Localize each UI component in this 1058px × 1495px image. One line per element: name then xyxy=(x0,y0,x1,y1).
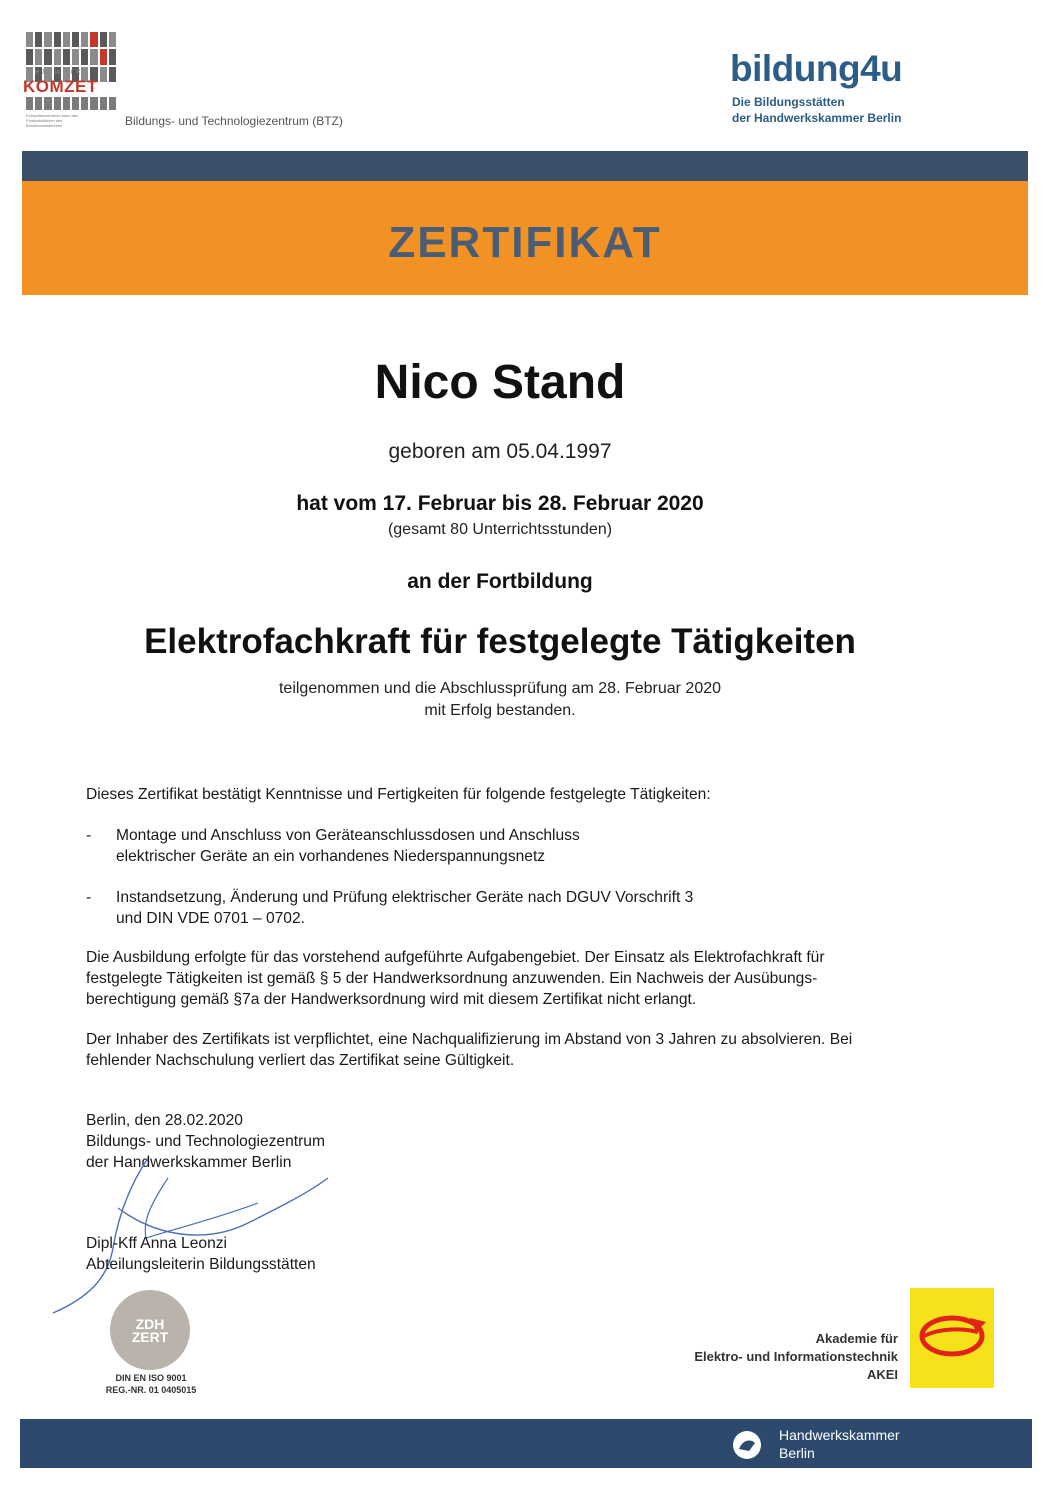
signer-name: Dipl-Kff Anna Leonzi xyxy=(86,1235,228,1252)
list-bullet: - xyxy=(86,889,92,906)
recipient-name: Nico Stand xyxy=(374,356,626,409)
course-period: hat vom 17. Februar bis 28. Februar 2020 xyxy=(296,492,704,515)
list-item xyxy=(116,887,836,929)
komzet-network-label: Netzwerk xyxy=(26,67,84,76)
akei-logo xyxy=(910,1288,994,1388)
issuing-org-line-1: Bildungs- und Technologiezentrum xyxy=(86,1133,325,1150)
akei-name-line-3: AKEI xyxy=(866,1367,898,1382)
birth-date: geboren am 05.04.1997 xyxy=(388,440,612,463)
handwritten-signature xyxy=(48,1148,338,1318)
skills-intro: Dieses Zertifikat bestätigt Kenntnisse und Fertigkeiten für folgende festgelegte Tätigkeiten: xyxy=(86,786,711,803)
komzet-logo-bars xyxy=(26,97,116,110)
zdh-zert-label xyxy=(113,1318,187,1344)
banner-navy-strip xyxy=(22,151,1028,181)
list-bullet: - xyxy=(86,827,92,844)
zdh-label-line-1: ZDH xyxy=(135,1316,165,1332)
list-item-line: Instandsetzung, Änderung und Prüfung elektrischer Geräte nach DGUV Vorschrift 3 xyxy=(116,889,694,906)
paragraph-line: berechtigung gemäß §7a der Handwerksordnung wird mit diesem Zertifikat nicht erlangt. xyxy=(86,991,697,1008)
bildung4u-tagline-2: der Handwerkskammer Berlin xyxy=(732,111,902,125)
certificate-title: ZERTIFIKAT xyxy=(388,218,662,267)
e-check-icon xyxy=(910,1288,994,1388)
signer-role: Abteilungsleiterin Bildungsstätten xyxy=(86,1256,316,1273)
akei-name-line-2: Elektro- und Informationstechnik xyxy=(694,1349,898,1364)
list-item-line: elektrischer Geräte an ein vorhandenes Niederspannungsnetz xyxy=(116,848,546,865)
course-hours: (gesamt 80 Unterrichtsstunden) xyxy=(387,521,613,538)
place-date: Berlin, den 28.02.2020 xyxy=(86,1112,243,1129)
validity-paragraph xyxy=(86,1029,976,1071)
exam-passed-line-1: teilgenommen und die Abschlussprüfung am 28. Februar 2020 xyxy=(278,680,722,697)
footer-org-line-1: Handwerkskammer xyxy=(779,1427,900,1443)
list-item-line: und DIN VDE 0701 – 0702. xyxy=(116,910,305,927)
zdh-label-line-2: ZERT xyxy=(131,1329,169,1345)
footer-org-line-2: Berlin xyxy=(779,1445,815,1461)
course-title: Elektrofachkraft für festgelegte Tätigkeiten xyxy=(144,622,856,661)
exam-passed-line-2: mit Erfolg bestanden. xyxy=(424,702,576,719)
registration-number: REG.-NR. 01 0405015 xyxy=(105,1385,197,1395)
paragraph-line: festgelegte Tätigkeiten ist gemäß § 5 der Handwerksordnung anzuwenden. Ein Nachweis der Ausübungs- xyxy=(86,970,818,987)
scope-paragraph xyxy=(86,947,976,1010)
bildung4u-tagline-1: Die Bildungsstätten xyxy=(732,95,845,109)
bildung4u-logo: bildung4u xyxy=(730,48,903,89)
fortbildung-label: an der Fortbildung xyxy=(407,570,593,593)
list-item-line: Montage und Anschluss von Geräteanschlussdosen und Anschluss xyxy=(116,827,580,844)
issuing-org-line-2: der Handwerkskammer Berlin xyxy=(86,1154,292,1171)
hwk-logo-icon xyxy=(733,1431,761,1459)
komzet-note: Kompetenzzentrum nach den Förderrichtlinien des Bundesministeriums xyxy=(26,113,79,128)
hwk-symbol-icon xyxy=(733,1431,761,1459)
akei-name-line-1: Akademie für xyxy=(815,1331,898,1346)
komzet-logo-name: KOMZET xyxy=(23,77,98,96)
btz-label: Bildungs- und Technologiezentrum (BTZ) xyxy=(125,114,343,128)
iso-standard: DIN EN ISO 9001 xyxy=(115,1373,187,1383)
paragraph-line: fehlender Nachschulung verliert das Zertifikat seine Gültigkeit. xyxy=(86,1052,515,1069)
paragraph-line: Der Inhaber des Zertifikats ist verpflichtet, eine Nachqualifizierung im Abstand von 3 Jahren zu absolvieren. Bei xyxy=(86,1031,853,1048)
paragraph-line: Die Ausbildung erfolgte für das vorstehend aufgeführte Aufgabengebiet. Der Einsatz als Elektrofachkraft für xyxy=(86,949,825,966)
list-item xyxy=(116,825,836,867)
